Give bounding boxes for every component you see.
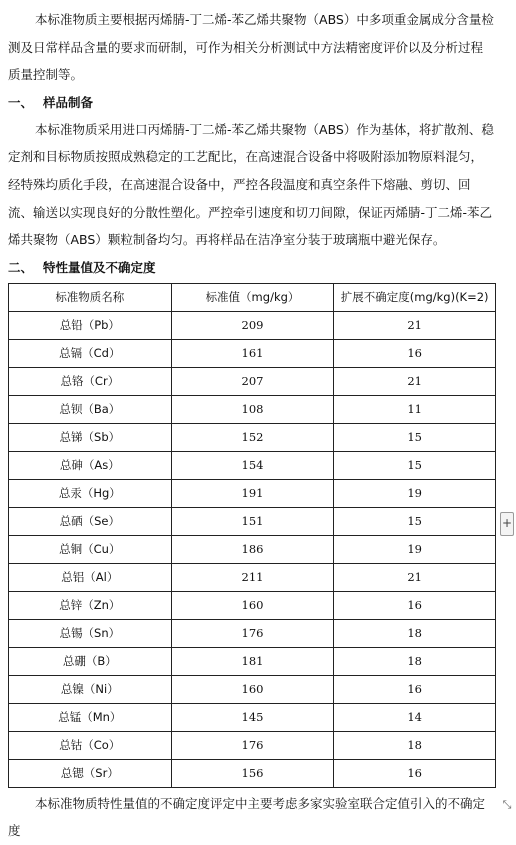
cell-material-name: 总锰（Mn） (9, 703, 172, 731)
cell-standard-value: 181 (171, 647, 334, 675)
cell-expanded-uncertainty: 21 (334, 563, 496, 591)
table-row (9, 339, 496, 367)
cell-material-name: 总镍（Ni） (9, 675, 172, 703)
table-row (9, 451, 496, 479)
cell-expanded-uncertainty: 16 (334, 759, 496, 787)
cell-material-name: 总镉（Cd） (9, 339, 172, 367)
cell-material-name: 总锌（Zn） (9, 591, 172, 619)
cell-expanded-uncertainty: 15 (334, 423, 496, 451)
cell-expanded-uncertainty: 21 (334, 311, 496, 339)
section-1-number: 一、 (8, 94, 34, 110)
section-1-paragraph: 本标准物质采用进口丙烯腈-丁二烯-苯乙烯共聚物（ABS）作为基体，将扩散剂、稳定剂和目标物质按照成熟稳定的工艺配比，在高速混合设备中将吸附添加物原料混匀，经特殊均质化手段，在高速混合设备中，严控各段温度和真空条件下熔融、剪切、回流、输送以实现良好的分散性塑化。严控牵引速度和切刀间隙，保证丙烯腈-丁二烯-苯乙烯共聚物（ABS）颗粒制备均匀。再将样品在洁净室分装于玻璃瓶中避光保存。 (8, 121, 494, 248)
table-row (9, 479, 496, 507)
resize-icon[interactable]: ⤡ (502, 798, 512, 811)
cell-standard-value: 108 (171, 395, 334, 423)
header-expanded-uncertainty: 扩展不确定度(mg/kg)(K=2) (334, 283, 496, 311)
table-row (9, 619, 496, 647)
cell-standard-value: 151 (171, 507, 334, 535)
add-panel-button[interactable]: + (500, 512, 514, 536)
document-content (8, 6, 494, 845)
section-2-number: 二、 (8, 259, 34, 275)
table-row (9, 591, 496, 619)
cell-expanded-uncertainty: 18 (334, 731, 496, 759)
table-row (9, 647, 496, 675)
table-row (9, 367, 496, 395)
property-values-table (8, 283, 496, 788)
table-header-row (9, 283, 496, 311)
table-row (9, 759, 496, 787)
header-standard-value: 标准值（mg/kg） (171, 283, 334, 311)
cell-standard-value: 160 (171, 591, 334, 619)
cell-material-name: 总硼（B） (9, 647, 172, 675)
cell-material-name: 总锑（Sb） (9, 423, 172, 451)
cell-expanded-uncertainty: 16 (334, 675, 496, 703)
cell-material-name: 总钴（Co） (9, 731, 172, 759)
cell-standard-value: 145 (171, 703, 334, 731)
cell-standard-value: 209 (171, 311, 334, 339)
cell-expanded-uncertainty: 18 (334, 619, 496, 647)
cell-material-name: 总硒（Se） (9, 507, 172, 535)
header-material-name: 标准物质名称 (9, 283, 172, 311)
table-row (9, 731, 496, 759)
cell-expanded-uncertainty: 16 (334, 591, 496, 619)
intro-paragraph: 本标准物质主要根据丙烯腈-丁二烯-苯乙烯共聚物（ABS）中多项重金属成分含量检测及日常样品含量的要求而研制，可作为相关分析测试中方法精密度评价以及分析过程质量控制等。 (8, 12, 494, 83)
section-2-heading (8, 254, 494, 281)
section-2-title: 特性量值及不确定度 (43, 259, 156, 275)
table-row (9, 703, 496, 731)
table-row (9, 423, 496, 451)
cell-expanded-uncertainty: 19 (334, 479, 496, 507)
cell-standard-value: 207 (171, 367, 334, 395)
cell-expanded-uncertainty: 16 (334, 339, 496, 367)
table-body (9, 311, 496, 787)
cell-standard-value: 191 (171, 479, 334, 507)
cell-material-name: 总汞（Hg） (9, 479, 172, 507)
cell-material-name: 总铜（Cu） (9, 535, 172, 563)
cell-standard-value: 176 (171, 731, 334, 759)
table-row (9, 507, 496, 535)
section-1-heading (8, 89, 494, 116)
cell-standard-value: 152 (171, 423, 334, 451)
cell-standard-value: 161 (171, 339, 334, 367)
cell-standard-value: 156 (171, 759, 334, 787)
cell-expanded-uncertainty: 15 (334, 451, 496, 479)
cell-material-name: 总铅（Pb） (9, 311, 172, 339)
cell-standard-value: 211 (171, 563, 334, 591)
cell-standard-value: 186 (171, 535, 334, 563)
table-row (9, 311, 496, 339)
cell-material-name: 总铬（Cr） (9, 367, 172, 395)
table-row (9, 395, 496, 423)
cell-standard-value: 160 (171, 675, 334, 703)
cell-material-name: 总锡（Sn） (9, 619, 172, 647)
cell-expanded-uncertainty: 21 (334, 367, 496, 395)
cell-expanded-uncertainty: 14 (334, 703, 496, 731)
cell-expanded-uncertainty: 19 (334, 535, 496, 563)
cell-material-name: 总钡（Ba） (9, 395, 172, 423)
cell-expanded-uncertainty: 11 (334, 395, 496, 423)
table-row (9, 535, 496, 563)
section-1-title: 样品制备 (43, 94, 94, 110)
table-row (9, 675, 496, 703)
cell-expanded-uncertainty: 18 (334, 647, 496, 675)
cell-standard-value: 176 (171, 619, 334, 647)
cell-material-name: 总砷（As） (9, 451, 172, 479)
tail-paragraph: 本标准物质特性量值的不确定度评定中主要考虑多家实验室联合定值引入的不确定度 (8, 795, 486, 839)
cell-material-name: 总铝（Al） (9, 563, 172, 591)
cell-expanded-uncertainty: 15 (334, 507, 496, 535)
cell-material-name: 总锶（Sr） (9, 759, 172, 787)
table-row (9, 563, 496, 591)
cell-standard-value: 154 (171, 451, 334, 479)
